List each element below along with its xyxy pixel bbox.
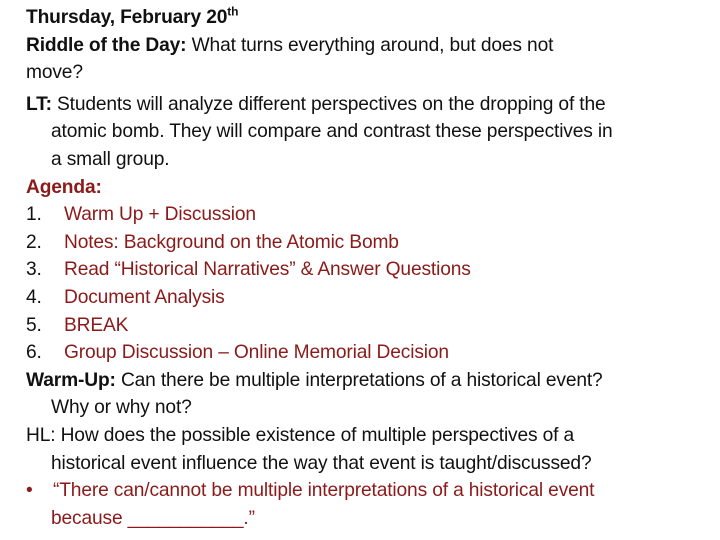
agenda-item-text: Notes: Background on the Atomic Bomb xyxy=(64,231,399,253)
riddle-line-2: move? xyxy=(26,62,83,84)
agenda-item-text: BREAK xyxy=(64,314,129,336)
warmup-line-1 xyxy=(26,367,694,395)
agenda-item-5 xyxy=(26,312,694,340)
sentence-starter-line-1 xyxy=(26,477,694,505)
lt-line-3: a small group. xyxy=(51,148,170,170)
bullet-icon: • xyxy=(26,480,33,502)
lt-label: LT: xyxy=(26,93,52,115)
date-text: Thursday, February 20 xyxy=(26,7,228,28)
date-heading xyxy=(26,4,694,32)
agenda-item-text: Document Analysis xyxy=(64,286,225,308)
agenda-label: Agenda: xyxy=(26,176,102,198)
date-suffix: th xyxy=(227,4,239,19)
agenda-item-number: 1. xyxy=(26,204,42,226)
agenda-item-2 xyxy=(26,229,694,257)
riddle-line-1 xyxy=(26,32,694,60)
agenda-item-6 xyxy=(26,339,694,367)
agenda-item-3 xyxy=(26,256,694,284)
agenda-item-text: Read “Historical Narratives” & Answer Questions xyxy=(64,259,471,281)
agenda-item-text: Group Discussion – Online Memorial Decision xyxy=(64,342,449,364)
hl-line-2: historical event influence the way that event is taught/discussed? xyxy=(51,452,592,474)
agenda-item-number: 3. xyxy=(26,259,42,281)
agenda-item-number: 6. xyxy=(26,342,42,364)
lt-line-1 xyxy=(26,91,694,119)
warmup-label: Warm-Up: xyxy=(26,369,116,391)
sentence-starter-text-1: “There can/cannot be multiple interpretations of a historical event xyxy=(53,480,595,502)
agenda-item-number: 4. xyxy=(26,286,42,308)
warmup-question-part-1: Can there be multiple interpretations of a historical event? xyxy=(115,369,603,391)
agenda-item-number: 5. xyxy=(26,314,42,336)
riddle-question-part-1: What turns everything around, but does not xyxy=(186,34,554,56)
riddle-label: Riddle of the Day: xyxy=(26,34,187,56)
agenda-item-text: Warm Up + Discussion xyxy=(64,204,256,226)
warmup-line-2: Why or why not? xyxy=(51,397,192,419)
agenda-item-4 xyxy=(26,284,694,312)
agenda-item-number: 2. xyxy=(26,231,42,253)
hl-line-1: HL: How does the possible existence of multiple perspectives of a xyxy=(26,424,575,446)
lt-text-part-1: Students will analyze different perspectives on the dropping of the xyxy=(51,93,606,115)
lt-line-2: atomic bomb. They will compare and contrast these perspectives in xyxy=(51,121,613,143)
sentence-starter-line-2: because ___________.” xyxy=(51,507,255,529)
agenda-item-1 xyxy=(26,201,694,229)
